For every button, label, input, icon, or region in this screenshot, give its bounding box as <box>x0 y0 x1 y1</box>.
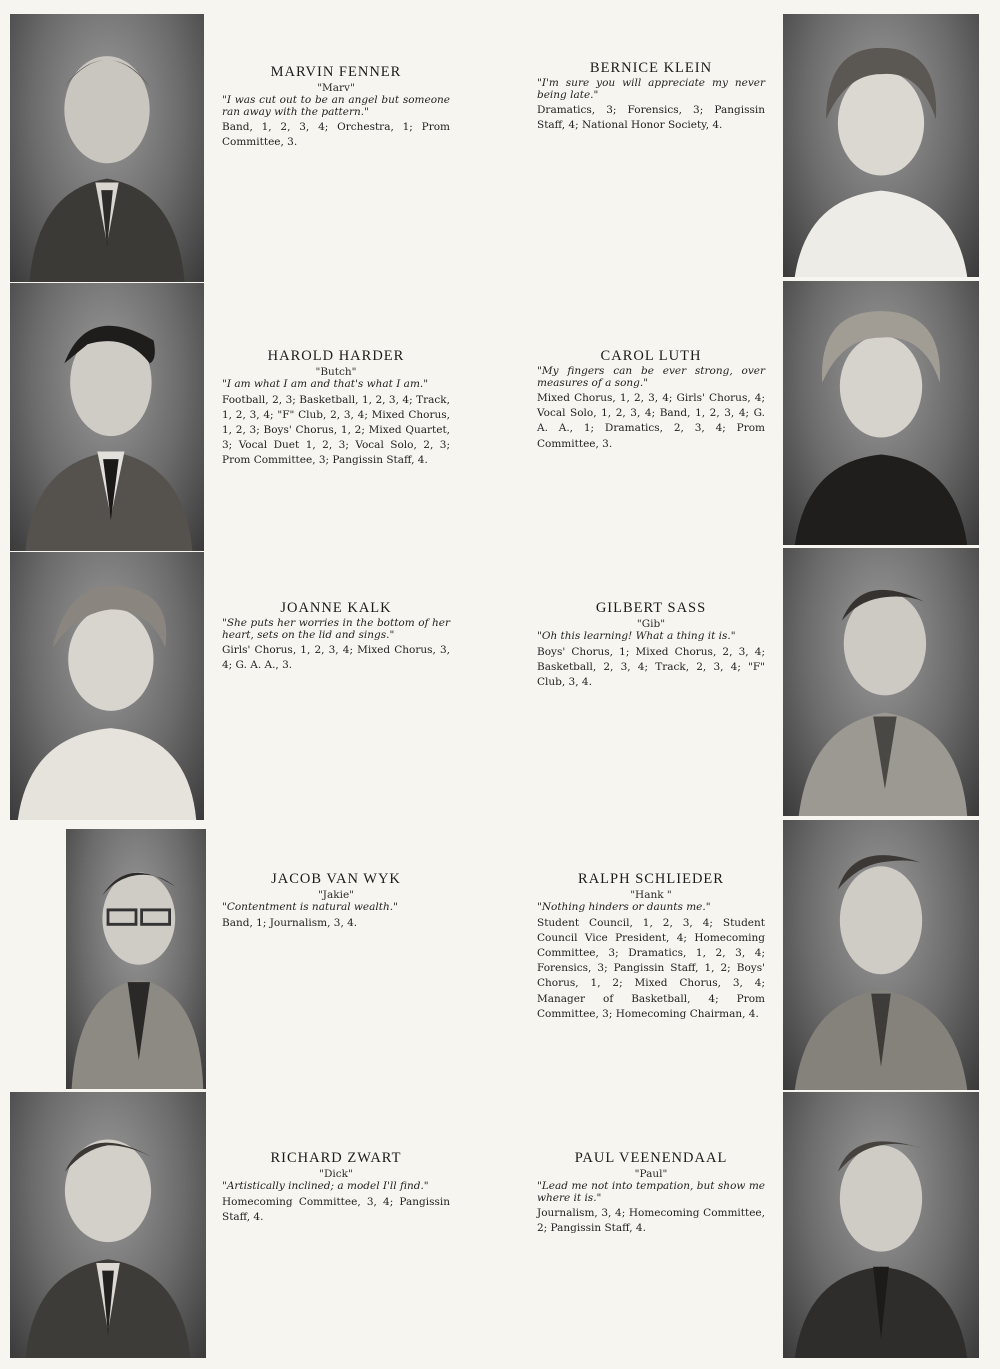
student-name: CAROL LUTH <box>600 348 702 364</box>
student-nickname: "Marv" <box>317 82 355 94</box>
portrait-photo-joanne-kalk <box>10 552 204 820</box>
portrait-photo-paul-veenendaal <box>783 1092 979 1358</box>
student-quote: "I'm sure you will appreciate my never being late." <box>537 77 765 101</box>
student-activities: Student Council, 1, 2, 3, 4; Student Council Vice President, 4; Homecoming Committee, 3; Dramatics, 1, 2, 3, 4; Forensics, 3; Pangissin Staff, 1, 2; Boys' Chorus, 1, 2; Mixed Chorus, 3, 4; Manager of Basketball, 4; Prom Committee, 3; Homecoming Chairman, 4. <box>537 916 765 1020</box>
student-quote: "Oh this learning! What a thing it is." <box>537 630 736 642</box>
student-name: JOANNE KALK <box>280 600 392 616</box>
student-activities: Band, 1, 2, 3, 4; Orchestra, 1; Prom Committee, 3. <box>222 121 450 149</box>
student-nickname: "Gib" <box>636 618 666 630</box>
student-activities: Football, 2, 3; Basketball, 1, 2, 3, 4; Track, 1, 2, 3, 4; "F" Club, 2, 3, 4; Mixed Chorus, 1, 2, 3; Boys' Chorus, 1, 2; Mixed Quartet, 3; Vocal Duet 1, 2, 3; Vocal Solo, 2, 3; Prom Committee, 3; Pangissin Staff, 4. <box>222 393 450 467</box>
student-entry-marvin-fenner <box>222 64 450 150</box>
student-name: MARVIN FENNER <box>270 64 402 80</box>
student-quote: "I am what I am and that's what I am." <box>222 378 429 390</box>
student-entry-bernice-klein <box>537 60 765 133</box>
student-quote: "Lead me not into tempation, but show me where it is." <box>537 1180 765 1204</box>
student-entry-ralph-schlieder <box>537 871 765 1022</box>
portrait-photo-bernice-klein <box>783 14 979 277</box>
student-name: JACOB VAN WYK <box>271 871 401 887</box>
student-activities: Journalism, 3, 4; Homecoming Committee, 2; Pangissin Staff, 4. <box>537 1207 765 1235</box>
student-quote: "Nothing hinders or daunts me." <box>537 901 711 913</box>
student-name: BERNICE KLEIN <box>589 60 713 76</box>
portrait-photo-richard-zwart <box>10 1092 206 1358</box>
student-nickname: "Butch" <box>315 366 357 378</box>
student-nickname: "Paul" <box>634 1168 668 1180</box>
student-entry-paul-veenendaal <box>537 1150 765 1236</box>
student-nickname: "Hank " <box>630 889 672 901</box>
student-entry-gilbert-sass <box>537 600 765 690</box>
portrait-photo-marvin-fenner <box>10 14 204 282</box>
student-activities: Homecoming Committee, 3, 4; Pangissin Staff, 4. <box>222 1195 450 1223</box>
student-activities: Band, 1; Journalism, 3, 4. <box>222 916 358 929</box>
student-entry-jacob-van-wyk <box>222 871 450 931</box>
student-entry-harold-harder <box>222 348 450 469</box>
student-nickname: "Dick" <box>319 1168 353 1180</box>
student-entry-carol-luth <box>537 348 765 452</box>
student-name: PAUL VEENENDAAL <box>574 1150 728 1166</box>
student-quote: "Contentment is natural wealth." <box>222 901 398 913</box>
student-activities: Mixed Chorus, 1, 2, 3, 4; Girls' Chorus, 4; Vocal Solo, 1, 2, 3, 4; Band, 1, 2, 3, 4; G. A. A., 1; Dramatics, 2, 3, 4; Prom Committee, 3. <box>537 392 765 450</box>
portrait-photo-gilbert-sass <box>783 548 979 816</box>
student-name: RICHARD ZWART <box>270 1150 402 1166</box>
portrait-photo-carol-luth <box>783 281 979 545</box>
student-quote: "Artistically inclined; a model I'll find." <box>222 1180 429 1192</box>
student-quote: "I was cut out to be an angel but someone ran away with the pattern." <box>222 94 450 118</box>
student-quote: "My fingers can be ever strong, over measures of a song." <box>537 365 765 389</box>
student-name: RALPH SCHLIEDER <box>578 871 724 887</box>
portrait-photo-jacob-van-wyk <box>66 829 206 1089</box>
student-quote: "She puts her worries in the bottom of her heart, sets on the lid and sings." <box>222 617 450 641</box>
student-activities: Girls' Chorus, 1, 2, 3, 4; Mixed Chorus, 3, 4; G. A. A., 3. <box>222 644 450 672</box>
student-name: GILBERT SASS <box>595 600 707 616</box>
student-activities: Boys' Chorus, 1; Mixed Chorus, 2, 3, 4; Basketball, 2, 3, 4; Track, 2, 3, 4; "F" Club, 3, 4. <box>537 645 765 688</box>
portrait-photo-harold-harder <box>10 283 204 551</box>
student-nickname: "Jakie" <box>317 889 355 901</box>
portrait-photo-ralph-schlieder <box>783 820 979 1090</box>
student-entry-joanne-kalk <box>222 600 450 673</box>
student-entry-richard-zwart <box>222 1150 450 1225</box>
student-name: HAROLD HARDER <box>267 348 405 364</box>
student-activities: Dramatics, 3; Forensics, 3; Pangissin Staff, 4; National Honor Society, 4. <box>537 104 765 132</box>
